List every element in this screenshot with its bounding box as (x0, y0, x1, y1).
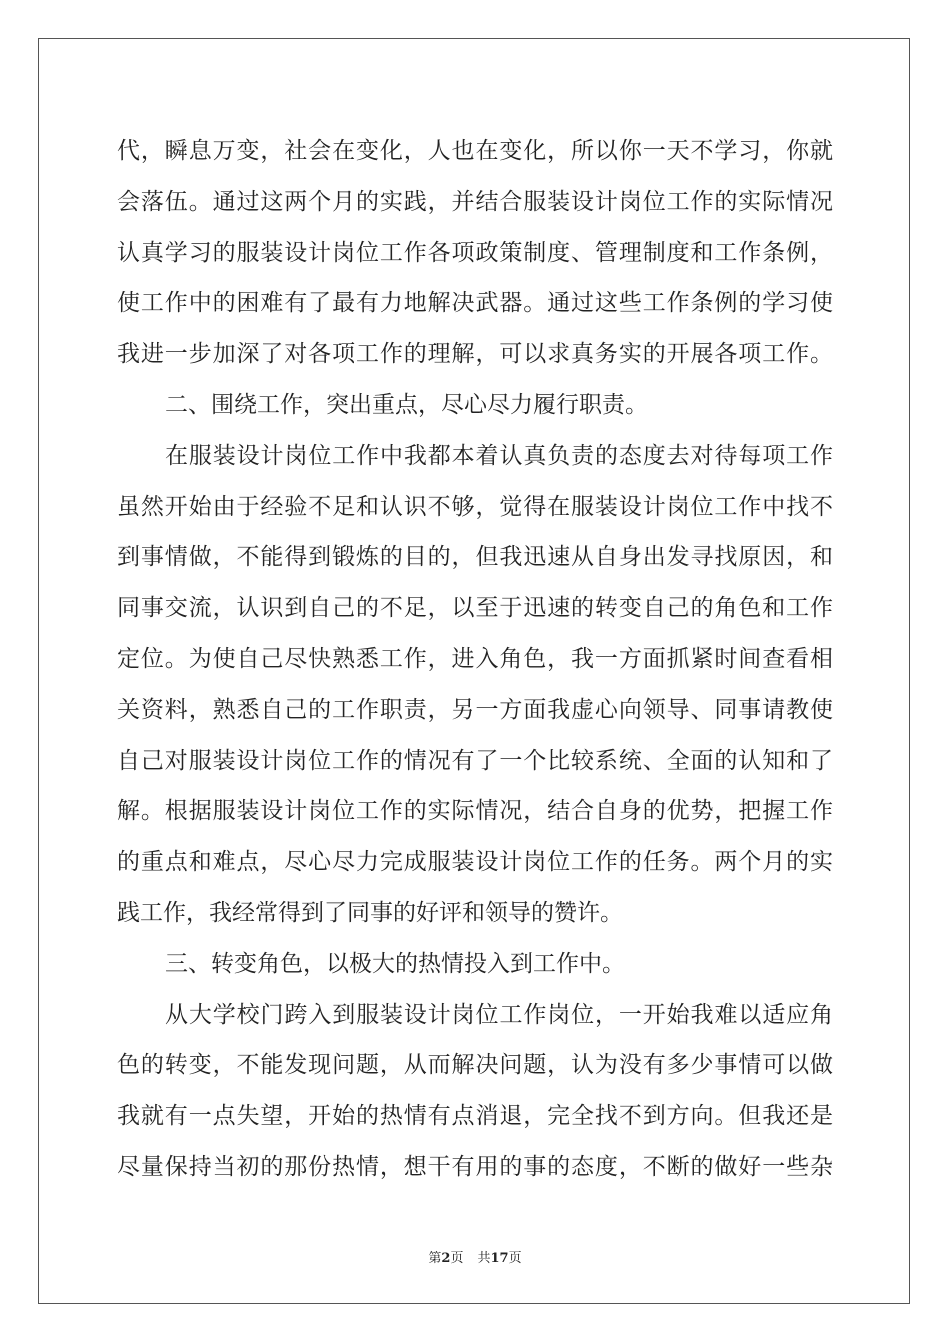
text-line: 我进一步加深了对各项工作的理解，可以求真务实的开展各项工作。 (117, 341, 833, 368)
section-heading: 二、围绕工作，突出重点，尽心尽力履行职责。 (165, 391, 648, 418)
text-line: 同事交流，认识到自己的不足，以至于迅速的转变自己的角色和工作 (117, 595, 833, 622)
total-pages-label: 共17页 (477, 1251, 522, 1266)
text-line: 会落伍。通过这两个月的实践，并结合服装设计岗位工作的实际情况 (117, 188, 833, 215)
page-footer (0, 1247, 950, 1266)
text-line: 关资料，熟悉自己的工作职责，另一方面我虚心向领导、同事请教使 (117, 696, 833, 723)
section-heading: 三、转变角色，以极大的热情投入到工作中。 (165, 950, 625, 977)
text-line: 使工作中的困难有了最有力地解决武器。通过这些工作条例的学习使 (117, 290, 833, 317)
text-line: 自己对服装设计岗位工作的情况有了一个比较系统、全面的认知和了 (117, 747, 833, 774)
text-line: 定位。为使自己尽快熟悉工作，进入角色，我一方面抓紧时间查看相 (117, 645, 833, 672)
text-line: 到事情做，不能得到锻炼的目的，但我迅速从自身出发寻找原因，和 (117, 544, 833, 571)
text-line: 践工作，我经常得到了同事的好评和领导的赞许。 (117, 899, 623, 926)
text-line: 在服装设计岗位工作中我都本着认真负责的态度去对待每项工作 (165, 442, 833, 469)
text-line: 解。根据服装设计岗位工作的实际情况，结合自身的优势，把握工作 (117, 798, 833, 825)
document-body (117, 126, 833, 1193)
page-number-label: 第2页 (428, 1251, 464, 1266)
text-line: 代，瞬息万变，社会在变化，人也在变化，所以你一天不学习，你就 (117, 138, 833, 164)
text-line: 我就有一点失望，开始的热情有点消退，完全找不到方向。但我还是 (117, 1103, 833, 1130)
text-line: 虽然开始由于经验不足和认识不够，觉得在服装设计岗位工作中找不 (117, 493, 833, 520)
text-line: 尽量保持当初的那份热情，想干有用的事的态度，不断的做好一些杂 (117, 1153, 833, 1180)
text-line: 色的转变，不能发现问题，从而解决问题，认为没有多少事情可以做 (117, 1052, 833, 1079)
text-line: 认真学习的服装设计岗位工作各项政策制度、管理制度和工作条例， (117, 239, 833, 266)
text-line: 从大学校门跨入到服装设计岗位工作岗位，一开始我难以适应角 (165, 1001, 833, 1028)
text-line: 的重点和难点，尽心尽力完成服装设计岗位工作的任务。两个月的实 (117, 849, 833, 876)
